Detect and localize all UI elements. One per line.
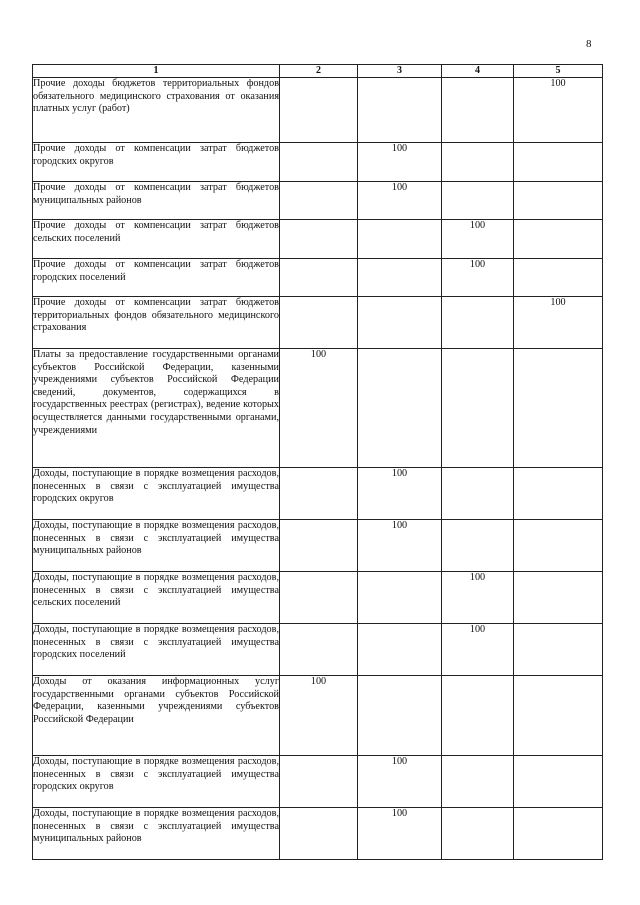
cell-col-4 xyxy=(442,808,514,860)
header-col-4: 4 xyxy=(442,65,514,78)
cell-col-3: 100 xyxy=(358,756,442,808)
cell-col-3 xyxy=(358,78,442,143)
cell-col-4 xyxy=(442,143,514,182)
table-row xyxy=(33,143,603,182)
cell-col-4: 100 xyxy=(442,624,514,676)
table-row xyxy=(33,468,603,520)
cell-col-4 xyxy=(442,78,514,143)
page-number: 8 xyxy=(586,38,592,50)
cell-col-3: 100 xyxy=(358,143,442,182)
cell-col-2 xyxy=(280,220,358,259)
cell-col-2 xyxy=(280,572,358,624)
cell-col-3 xyxy=(358,297,442,349)
cell-col-4 xyxy=(442,520,514,572)
cell-col-5 xyxy=(514,676,603,756)
cell-col-4 xyxy=(442,297,514,349)
cell-col-5: 100 xyxy=(514,78,603,143)
cell-col-3 xyxy=(358,572,442,624)
cell-col-2: 100 xyxy=(280,676,358,756)
cell-col-4 xyxy=(442,349,514,468)
cell-col-3 xyxy=(358,259,442,297)
row-description: Доходы, поступающие в порядке возмещения расходов, понесенных в связи с эксплуатацией имущества городских поселений xyxy=(33,624,280,676)
cell-col-5 xyxy=(514,756,603,808)
row-description: Прочие доходы бюджетов территориальных фондов обязательного медицинского страхования от оказания платных услуг (работ) xyxy=(33,78,280,143)
header-col-5: 5 xyxy=(514,65,603,78)
row-description: Доходы, поступающие в порядке возмещения расходов, понесенных в связи с эксплуатацией имущества муниципальных районов xyxy=(33,520,280,572)
row-description: Прочие доходы от компенсации затрат бюджетов территориальных фондов обязательного медицинского страхования xyxy=(33,297,280,349)
cell-col-3 xyxy=(358,624,442,676)
cell-col-2 xyxy=(280,520,358,572)
cell-col-5 xyxy=(514,808,603,860)
cell-col-2 xyxy=(280,468,358,520)
cell-col-4 xyxy=(442,756,514,808)
cell-col-5 xyxy=(514,349,603,468)
cell-col-4 xyxy=(442,676,514,756)
table-row xyxy=(33,756,603,808)
table-row xyxy=(33,808,603,860)
cell-col-2 xyxy=(280,624,358,676)
header-col-1: 1 xyxy=(33,65,280,78)
row-description: Платы за предоставление государственными органами субъектов Российской Федерации, казенными учреждениями субъектов Российской Федерации сведений, документов, содержащихся в государственных реестрах (регистрах), ведение которых осуществляется данными государственными органами, учреждениями xyxy=(33,349,280,468)
cell-col-3: 100 xyxy=(358,520,442,572)
cell-col-3: 100 xyxy=(358,182,442,220)
row-description: Прочие доходы от компенсации затрат бюджетов сельских поселений xyxy=(33,220,280,259)
cell-col-4: 100 xyxy=(442,259,514,297)
cell-col-3: 100 xyxy=(358,808,442,860)
table-row xyxy=(33,182,603,220)
revenue-distribution-table xyxy=(32,64,603,860)
cell-col-4 xyxy=(442,182,514,220)
cell-col-5 xyxy=(514,520,603,572)
row-description: Доходы от оказания информационных услуг государственными органами субъектов Российской Федерации, казенными учреждениями субъектов Российской Федерации xyxy=(33,676,280,756)
cell-col-4: 100 xyxy=(442,572,514,624)
table-row xyxy=(33,572,603,624)
table-row xyxy=(33,297,603,349)
cell-col-5 xyxy=(514,143,603,182)
cell-col-2: 100 xyxy=(280,349,358,468)
cell-col-2 xyxy=(280,756,358,808)
cell-col-2 xyxy=(280,78,358,143)
cell-col-3 xyxy=(358,349,442,468)
cell-col-5 xyxy=(514,468,603,520)
row-description: Доходы, поступающие в порядке возмещения расходов, понесенных в связи с эксплуатацией имущества городских округов xyxy=(33,756,280,808)
cell-col-5 xyxy=(514,572,603,624)
row-description: Прочие доходы от компенсации затрат бюджетов городских округов xyxy=(33,143,280,182)
cell-col-2 xyxy=(280,808,358,860)
cell-col-5 xyxy=(514,259,603,297)
row-description: Доходы, поступающие в порядке возмещения расходов, понесенных в связи с эксплуатацией имущества сельских поселений xyxy=(33,572,280,624)
cell-col-2 xyxy=(280,297,358,349)
header-col-3: 3 xyxy=(358,65,442,78)
table-row xyxy=(33,676,603,756)
row-description: Прочие доходы от компенсации затрат бюджетов городских поселений xyxy=(33,259,280,297)
header-col-2: 2 xyxy=(280,65,358,78)
row-description: Доходы, поступающие в порядке возмещения расходов, понесенных в связи с эксплуатацией имущества городских округов xyxy=(33,468,280,520)
cell-col-3: 100 xyxy=(358,468,442,520)
table-row xyxy=(33,78,603,143)
table-row xyxy=(33,520,603,572)
cell-col-2 xyxy=(280,259,358,297)
cell-col-5: 100 xyxy=(514,297,603,349)
cell-col-5 xyxy=(514,220,603,259)
header-row xyxy=(33,65,603,78)
table-row xyxy=(33,624,603,676)
cell-col-4 xyxy=(442,468,514,520)
row-description: Прочие доходы от компенсации затрат бюджетов муниципальных районов xyxy=(33,182,280,220)
cell-col-5 xyxy=(514,624,603,676)
cell-col-2 xyxy=(280,143,358,182)
cell-col-2 xyxy=(280,182,358,220)
cell-col-3 xyxy=(358,676,442,756)
cell-col-5 xyxy=(514,182,603,220)
table-row xyxy=(33,349,603,468)
table-row xyxy=(33,220,603,259)
cell-col-4: 100 xyxy=(442,220,514,259)
row-description: Доходы, поступающие в порядке возмещения расходов, понесенных в связи с эксплуатацией имущества муниципальных районов xyxy=(33,808,280,860)
cell-col-3 xyxy=(358,220,442,259)
table-row xyxy=(33,259,603,297)
